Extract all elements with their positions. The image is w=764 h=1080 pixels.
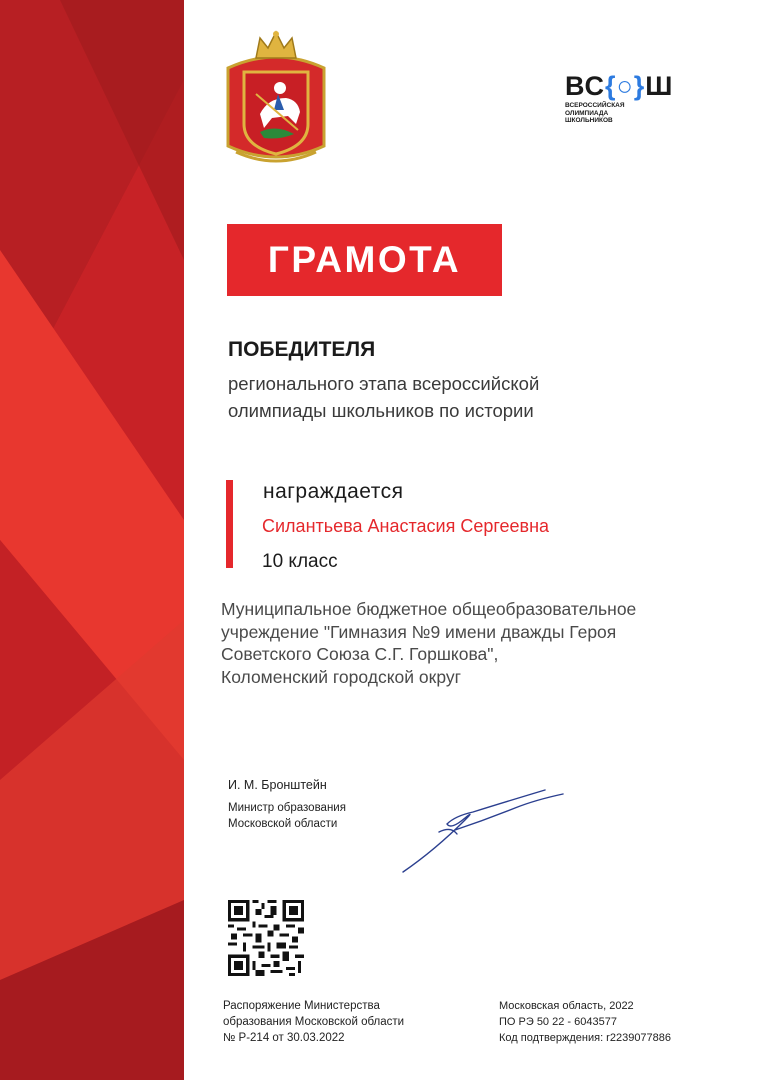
signer-role-line: Московской области — [228, 818, 338, 830]
vsosh-brand-end: Ш — [645, 71, 674, 101]
stage-line: регионального этапа всероссийской — [228, 373, 540, 394]
school-line: Советского Союза С.Г. Горшкова", — [221, 644, 499, 664]
signer-role-line: Министр образования — [228, 802, 346, 814]
signer-name: И. М. Бронштейн — [228, 778, 327, 792]
certificate-title-banner — [227, 224, 502, 296]
school-line: учреждение "Гимназия №9 имени дважды Героя — [221, 621, 617, 642]
vsosh-subtitle — [565, 102, 695, 125]
stage-line: олимпиады школьников по истории — [228, 400, 534, 421]
accent-bar — [226, 480, 233, 568]
verify-line: Код подтверждения: r2239077886 — [499, 1032, 672, 1044]
decorative-red-band — [0, 0, 184, 1080]
order-line: образования Московской области — [223, 1016, 405, 1028]
signer-role — [228, 800, 346, 832]
order-line: № Р-214 от 30.03.2022 — [223, 1032, 345, 1044]
verification-info — [499, 998, 671, 1046]
vsosh-brand-brackets: {○} — [604, 71, 646, 101]
vsosh-brand-text — [565, 72, 695, 100]
awarded-label: награждается — [263, 480, 404, 503]
certificate-title: ГРАМОТА — [267, 239, 462, 280]
verify-line: Московская область, 2022 — [499, 1000, 634, 1012]
student-name: Силантьева Анастасия Сергеевна — [262, 516, 550, 536]
order-line: Распоряжение Министерства — [223, 1000, 380, 1012]
ministry-order — [223, 998, 404, 1046]
vsosh-sub-line: ВСЕРОССИЙСКАЯ — [565, 102, 625, 109]
qr-code-icon — [228, 900, 304, 976]
verify-line: ПО РЭ 50 22 - 6043577 — [499, 1016, 617, 1028]
school-name — [221, 598, 741, 688]
winner-label: ПОБЕДИТЕЛЯ — [228, 338, 376, 361]
vsosh-sub-line: ОЛИМПИАДА — [565, 109, 609, 117]
school-line: Муниципальное бюджетное общеобразовательное — [221, 599, 637, 619]
signature-image — [395, 780, 575, 880]
vsosh-sub-line: ШКОЛЬНИКОВ — [565, 117, 613, 124]
olympiad-stage — [228, 370, 728, 424]
school-line: Коломенский городской округ — [221, 666, 461, 687]
coat-of-arms-icon — [220, 28, 332, 166]
vsosh-brand-start: ВС — [565, 71, 605, 101]
student-grade: 10 класс — [262, 551, 338, 572]
vsosh-logo — [565, 72, 695, 132]
